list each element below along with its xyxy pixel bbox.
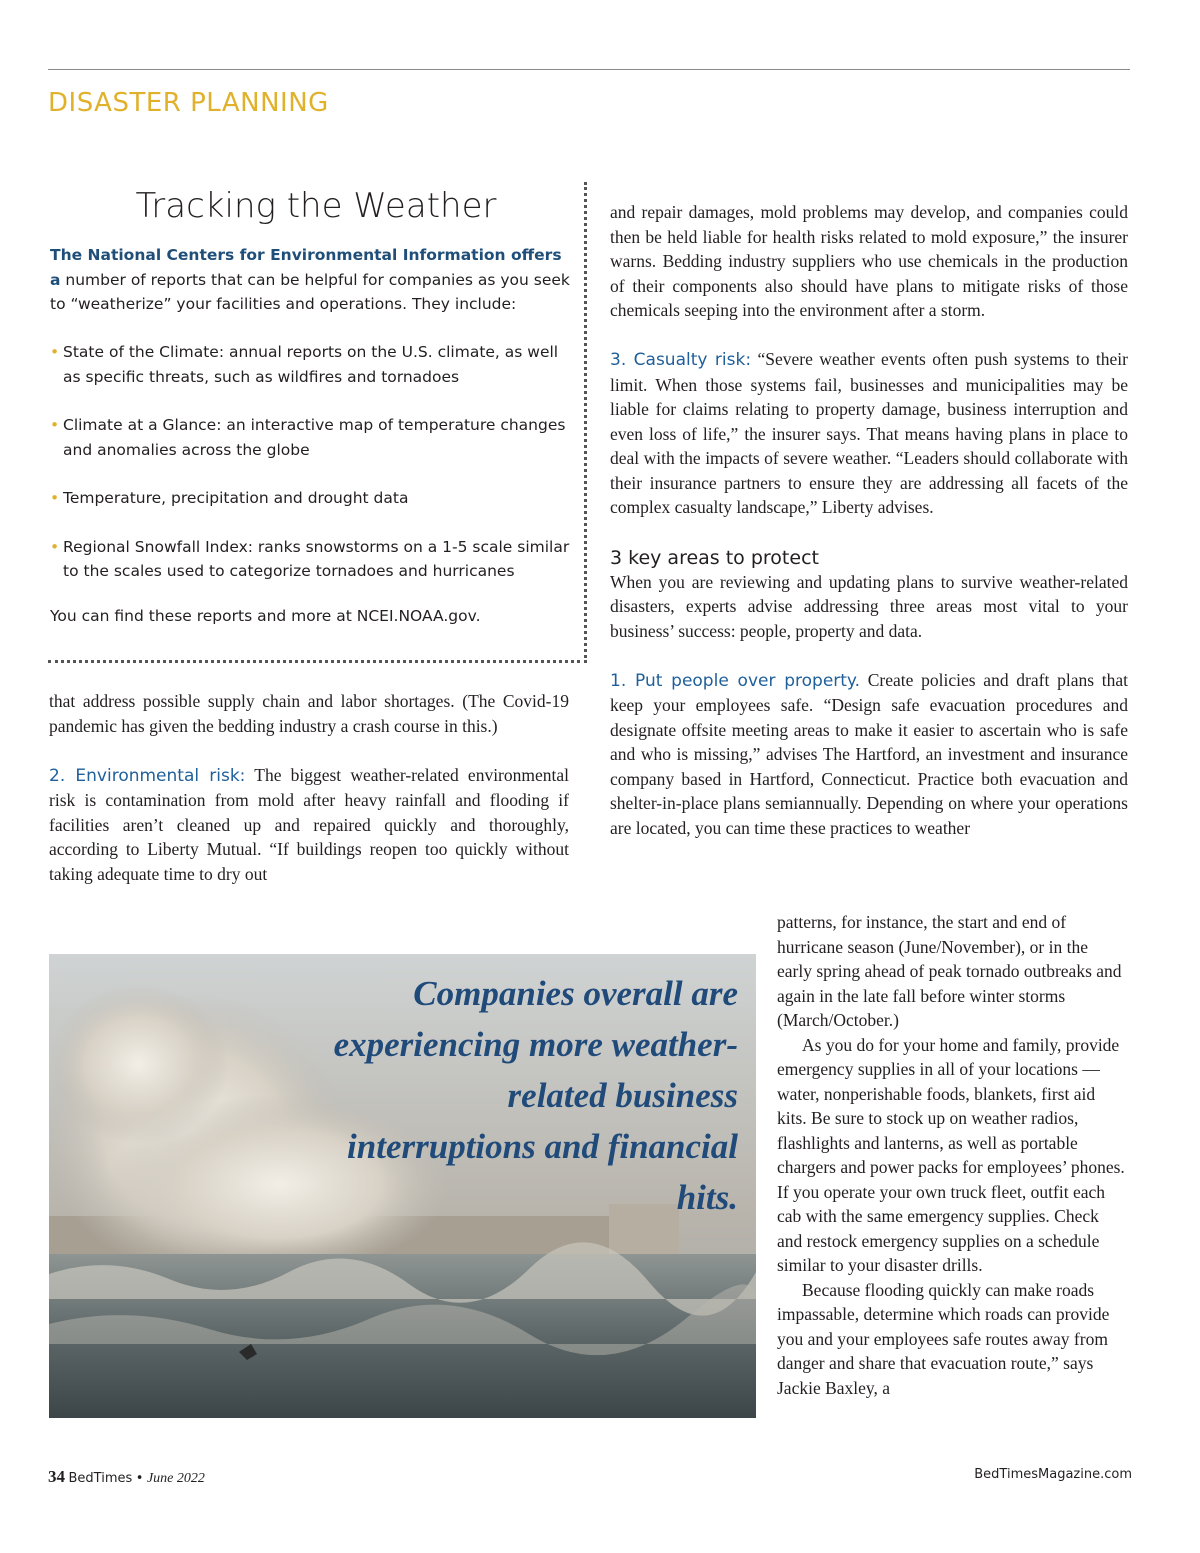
left-paragraph-1: that address possible supply chain and labor shortages. (The Covid-19 pandemic has given the bedding industry a crash course in this.) — [49, 691, 569, 736]
bullet-icon: • — [50, 416, 60, 434]
page-footer-left — [48, 1467, 205, 1487]
bullet-icon: • — [50, 343, 60, 361]
narrow-paragraph-1: patterns, for instance, the start and end of hurricane season (June/November), or in the early spring ahead of peak tornado outbreaks and again in the late fall before winter storms (March/October.) — [777, 912, 1122, 1030]
list-item — [50, 340, 570, 389]
bullet-icon: • — [50, 489, 60, 507]
list-item-text: Regional Snowfall Index: ranks snowstorms on a 1-5 scale similar to the scales used to categorize tornadoes and hurricanes — [63, 537, 570, 580]
casualty-risk-text: “Severe weather events often push systems to their limit. When those systems fail, businesses and municipalities may be liable for claims relating to property damage, business interruption and even loss of life,” the insurer says. That means having plans in place to deal with the impacts of severe weather. “Leaders should collaborate with their insurance partners to ensure they are addressing all facets of the complex casualty landscape,” Liberty advises. — [610, 349, 1128, 517]
list-item-text: Temperature, precipitation and drought data — [63, 489, 409, 507]
people-text: Create policies and draft plans that keep your employees safe. “Design safe evacuation procedures and designate offsite meeting areas to make it easier to ascertain who is safe and who is missing,” advises The Hartford, an investment and insurance company based in Hartford, Connecticut. Practice both evacuation and shelter-in-place plans semiannually. Depending on where your operations are located, you can time these practices to weather — [610, 669, 1128, 838]
top-rule — [48, 69, 1130, 70]
casualty-risk-heading: 3. Casualty risk: — [610, 350, 752, 370]
sidebar-footer: You can find these reports and more at NCEI.NOAA.gov. — [50, 607, 481, 625]
website-link[interactable]: BedTimesMagazine.com — [974, 1467, 1132, 1482]
right-column-narrow — [777, 910, 1127, 1400]
people-heading: 1. Put people over property. — [610, 670, 860, 691]
left-column — [49, 689, 569, 886]
magazine-name: BedTimes — [68, 1471, 133, 1486]
sidebar-title: Tracking the Weather — [135, 186, 497, 226]
list-item — [50, 486, 570, 511]
list-item-text: Climate at a Glance: an interactive map of temperature changes and anomalies across the globe — [63, 416, 566, 459]
storm-wave-photo — [49, 954, 756, 1418]
page-number: 34 — [48, 1467, 65, 1486]
sidebar-intro-text: number of reports that can be helpful for companies as you seek to “weatherize” your facilities and operations. They include: — [50, 270, 570, 313]
right-paragraph-4 — [610, 668, 1128, 841]
right-column — [610, 200, 1128, 840]
sidebar-list — [50, 340, 570, 608]
issue-date: June 2022 — [146, 1471, 205, 1486]
environmental-risk-text: The biggest weather-related environmental risk is contamination from mold after heavy rainfall and flooding if facilities aren’t cleaned up and repaired quickly and thoroughly, according to Liberty Mutual. “If buildings reopen too quickly without taking adequate time to dry out — [49, 764, 570, 884]
narrow-paragraph-3: Because flooding quickly can make roads impassable, determine which roads can provide you and your employees safe routes away from danger and share that evacuation route,” says Jackie Baxley, a — [777, 1279, 1110, 1398]
list-item-text: State of the Climate: annual reports on the U.S. climate, as well as specific threats, such as wildfires and tornadoes — [63, 343, 559, 386]
right-paragraph-2 — [610, 347, 1128, 520]
subheading: 3 key areas to protect — [610, 546, 819, 569]
bullet-icon: • — [50, 537, 60, 556]
list-item — [50, 413, 570, 462]
sidebar-intro — [50, 243, 570, 317]
narrow-paragraph-2: As you do for your home and family, provide emergency supplies in all of your locations — water, nonperishable foods, blankets, first aid kits. Be sure to stock up on weather radios, flashlights and lanterns, as well as portable chargers and power packs for employees’ phones. If you operate your own truck fleet, outfit each cab with the same emergency supplies. Check and restock emergency supplies on a schedule similar to your disaster drills. — [777, 1034, 1125, 1275]
sidebar-intro-lead: The National Centers for Environmental Information offers a — [50, 246, 562, 289]
pull-quote: Companies overall are experiencing more weather-related business interruptions and financial hits. — [333, 974, 738, 1217]
right-paragraph-3: When you are reviewing and updating plans to survive weather-related disasters, experts advise addressing three areas most vital to your business’ success: people, property and data. — [610, 571, 1128, 641]
environmental-risk-heading: 2. Environmental risk: — [49, 765, 246, 786]
right-paragraph-1: and repair damages, mold problems may develop, and companies could then be held liable for health risks related to mold exposure,” the insurer warns. Bedding industry suppliers who use chemicals in the production of their components also should have plans to mitigate risks of those chemicals seeping into the environment after a storm. — [610, 202, 1128, 320]
left-paragraph-2 — [49, 763, 569, 887]
sidebar-box — [48, 182, 587, 663]
section-tag: DISASTER PLANNING — [48, 88, 329, 118]
footer-separator: • — [135, 1471, 144, 1486]
list-item — [50, 535, 570, 584]
